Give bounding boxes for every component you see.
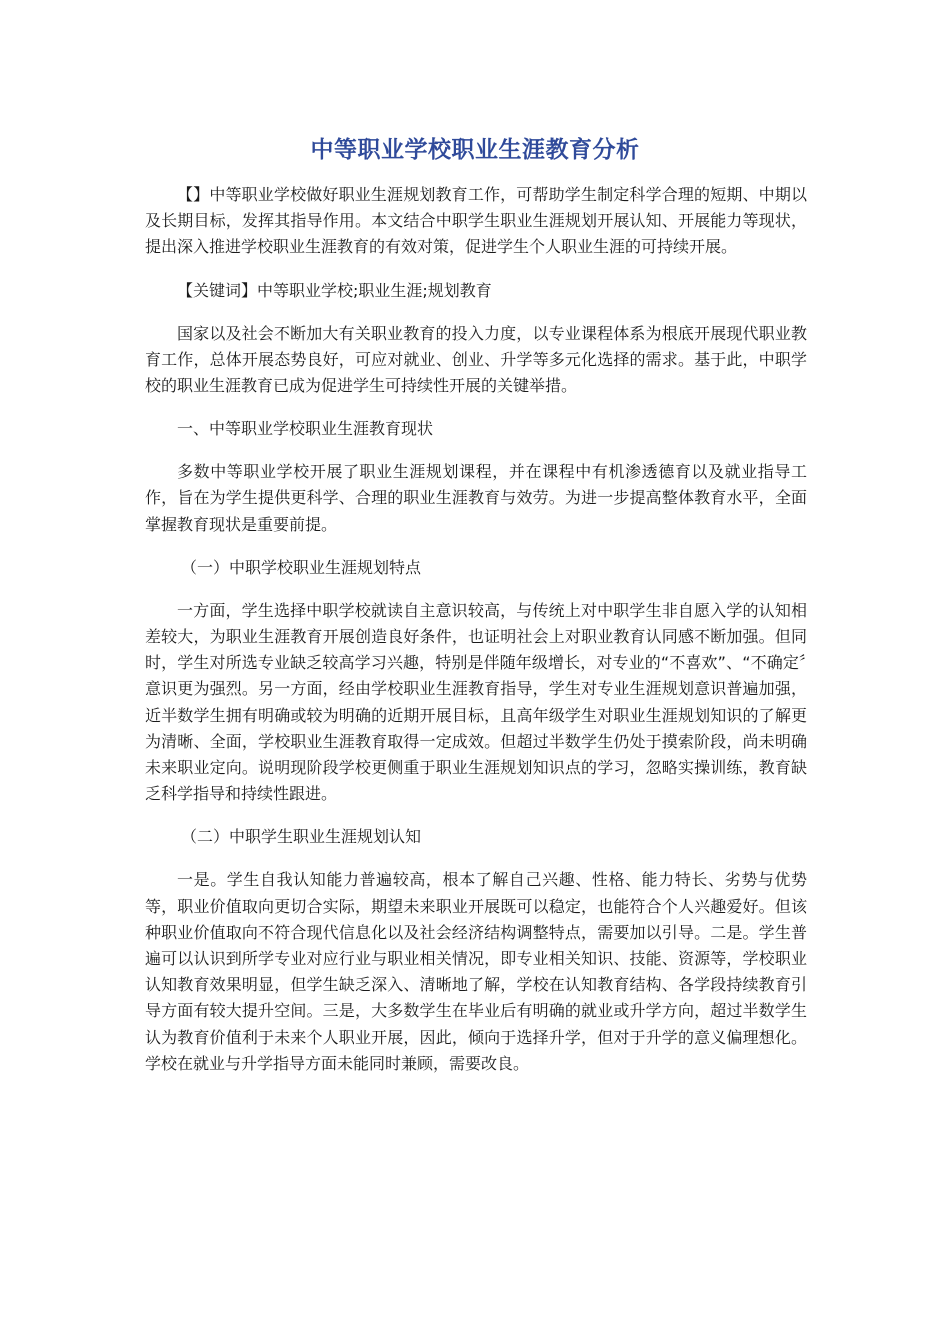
intro-paragraph: 国家以及社会不断加大有关职业教育的投入力度，以专业课程体系为根底开展现代职业教育工作，总体开展态势良好，可应对就业、创业、升学等多元化选择的需求。基于此，中职学校的职业生涯教育已成为促进学生可持续性开展的关键举措。 xyxy=(145,323,807,396)
document-body xyxy=(145,182,807,1077)
page-title: 中等职业学校职业生涯教育分析 xyxy=(310,137,640,163)
subsection-cognition-paragraph: 一是。学生自我认知能力普遍较高，根本了解自己兴趣、性格、能力特长、劣势与优势等，职业价值取向更切合实际，期望未来职业开展既可以稳定，也能符合个人兴趣爱好。但该种职业价值取向不符合现代信息化以及社会经济结构调整特点，需要加以引导。二是。学生普遍可以认识到所学专业对应行业与职业相关情况，即专业相关知识、技能、资源等，学校职业认知教育效果明显，但学生缺乏深入、清晰地了解，学校在认知教育结构、各学段持续教育引导方面有较大提升空间。三是，大多数学生在毕业后有明确的就业或升学方向，超过半数学生认为教育价值利于未来个人职业开展，因此，倾向于选择升学，但对于升学的意义偏理想化。学校在就业与升学指导方面未能同时兼顾，需要改良。 xyxy=(145,870,807,1073)
subsection-heading-cognition: （二）中职学生职业生涯规划认知 xyxy=(181,827,422,847)
subsection-heading-features: （一）中职学校职业生涯规划特点 xyxy=(181,557,422,577)
section-status-paragraph: 多数中等职业学校开展了职业生涯规划课程，并在课程中有机渗透德育以及就业指导工作，旨在为学生提供更科学、合理的职业生涯教育与效劳。为进一步提高整体教育水平，全面掌握教育现状是重要前提。 xyxy=(145,462,807,534)
abstract-paragraph: 【】中等职业学校做好职业生涯规划教育工作，可帮助学生制定科学合理的短期、中期以及长期目标，发挥其指导作用。本文结合中职学生职业生涯规划开展认知、开展能力等现状，提出深入推进学校职业生涯教育的有效对策，促进学生个人职业生涯的可持续开展。 xyxy=(145,185,807,257)
subsection-features-paragraph: 一方面，学生选择中职学校就读自主意识较高，与传统上对中职学生非自愿入学的认知相差较大，为职业生涯教育开展创造良好条件，也证明社会上对职业教育认同感不断加强。但同时，学生对所选专业缺乏较高学习兴趣，特别是伴随年级增长，对专业的“不喜欢”、“不确定〞意识更为强烈。另一方面，经由学校职业生涯教育指导，学生对专业生涯规划意识普遍加强，近半数学生拥有明确或较为明确的近期开展目标，且高年级学生对职业生涯规划知识的了解更为清晰、全面，学校职业生涯教育取得一定成效。但超过半数学生仍处于摸索阶段，尚未明确未来职业定向。说明现阶段学校更侧重于职业生涯规划知识点的学习，忽略实操训练，教育缺乏科学指导和持续性跟进。 xyxy=(145,600,807,804)
section-heading-status: 一、中等职业学校职业生涯教育现状 xyxy=(177,419,434,439)
keywords-line: 【关键词】中等职业学校;职业生涯;规划教育 xyxy=(177,280,492,300)
